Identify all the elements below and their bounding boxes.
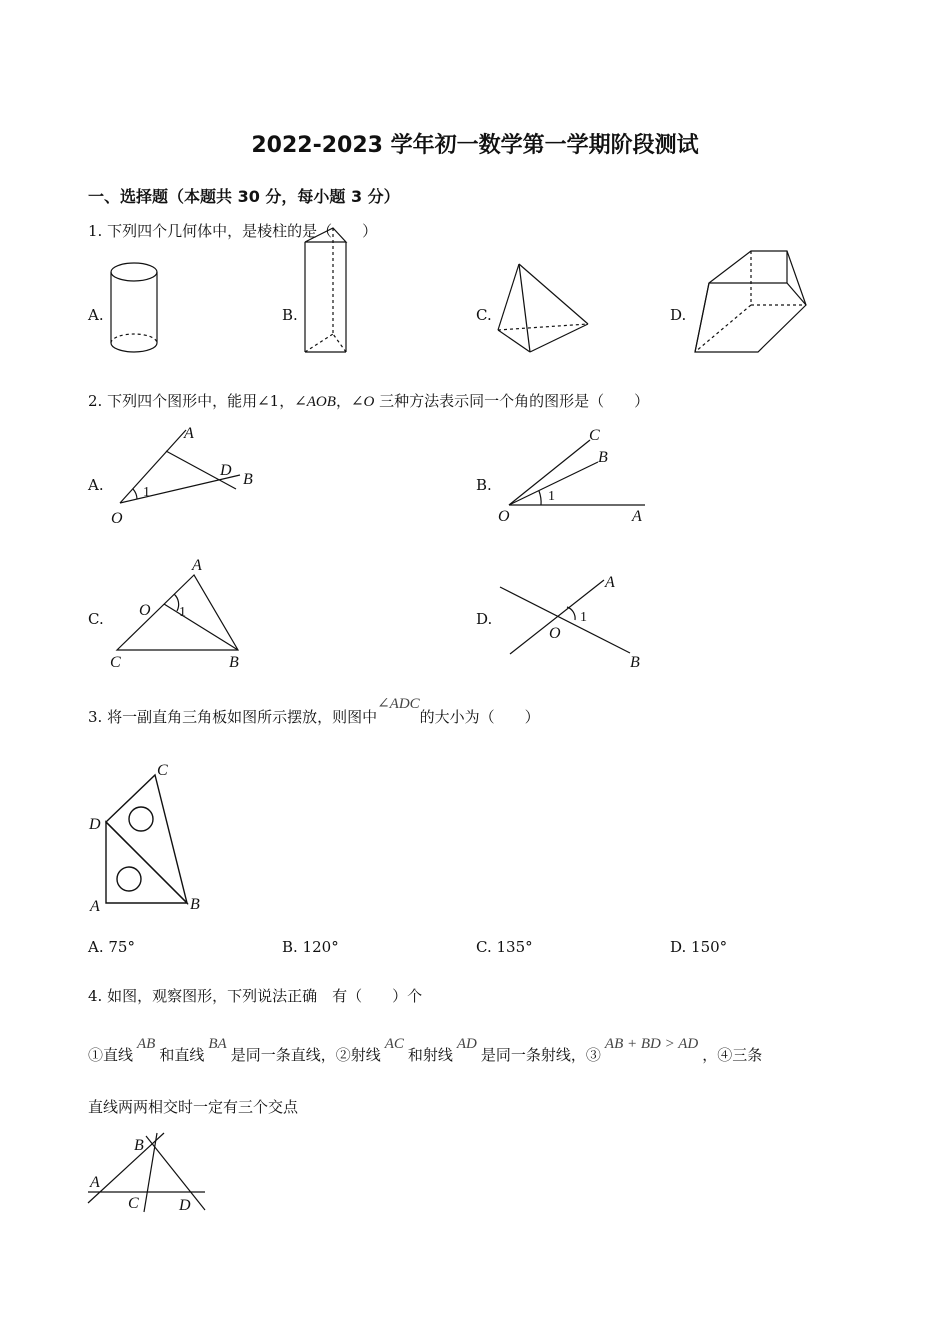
q2c-label-o: O (139, 602, 151, 619)
q4-text-6: ，④三条 (702, 1046, 763, 1064)
question-4-text: 4. 如图，观察图形，下列说法正确 有（ ）个 (88, 987, 423, 1005)
q2-option-b-label: B. (476, 476, 492, 494)
q3-label-d: D (89, 816, 101, 833)
q3-option-a: A. 75° (88, 938, 135, 956)
q2c-label-a: A (192, 557, 202, 574)
q3-option-b: B. 120° (282, 938, 339, 956)
q4-label-d: D (179, 1197, 191, 1214)
q2b-label-1: 1 (548, 489, 555, 504)
question-4-line3: 直线两两相交时一定有三个交点 (88, 1098, 299, 1116)
q2-option-a-label: A. (88, 476, 104, 494)
q4-text-4: 和射线 (407, 1046, 453, 1064)
q2d-label-b: B (630, 654, 640, 671)
q2-math-aob: AOB (306, 394, 336, 410)
q4-math-ba: BA (208, 1036, 227, 1052)
q2-text-pre: 2. 下列四个图形中，能用∠1，∠ (88, 392, 307, 410)
q4-math-inequality: AB + BD > AD (604, 1036, 699, 1052)
q2b-label-c: C (589, 427, 600, 444)
q4-math-ac: AC (384, 1036, 404, 1052)
q3-label-b: B (190, 896, 200, 913)
q4-label-c: C (128, 1195, 139, 1212)
q3-math-adc: ∠ADC (377, 696, 420, 712)
q2-option-c-label: C. (88, 610, 104, 628)
q2a-label-1: 1 (143, 485, 150, 500)
q3-option-d: D. 150° (670, 938, 728, 956)
q4-math-ab: AB (137, 1036, 156, 1052)
q2d-label-o: O (549, 625, 561, 642)
q4-text-3: 是同一条直线，②射线 (230, 1046, 381, 1064)
q2d-label-1: 1 (580, 610, 587, 625)
q2a-label-b: B (243, 471, 253, 488)
q4-label-b: B (134, 1137, 144, 1154)
q2-math-o: O (363, 394, 375, 410)
q4-text-5: 是同一条射线，③ (480, 1046, 601, 1064)
q1-option-b-label: B. (282, 306, 298, 324)
q4-math-ad: AD (456, 1036, 477, 1052)
q3-label-c: C (157, 762, 168, 779)
section-heading: 一、选择题（本题共 30 分，每小题 3 分） (88, 187, 400, 206)
q1-option-d-label: D. (670, 306, 687, 324)
q3-option-c: C. 135° (476, 938, 533, 956)
q3-label-a: A (90, 898, 100, 915)
q4-label-a: A (90, 1174, 100, 1191)
q4-text-1: ①直线 (88, 1046, 134, 1064)
q2b-label-o: O (498, 508, 510, 525)
q3-text-post: 的大小为（ ） (419, 708, 540, 726)
q2-text-mid: ，∠ (335, 392, 364, 410)
question-1-text: 1. 下列四个几何体中，是棱柱的是（ ） (88, 222, 378, 240)
q2d-label-a: A (605, 574, 615, 591)
q2c-label-c: C (110, 654, 121, 671)
q1-option-c-label: C. (476, 306, 492, 324)
q2a-label-o: O (111, 510, 123, 527)
q2b-label-a: A (632, 508, 642, 525)
q2a-label-a: A (184, 425, 194, 442)
page-title: 2022-2023 学年初一数学第一学期阶段测试 (251, 133, 699, 158)
q2-text-post: 三种方法表示同一个角的图形是（ ） (374, 392, 650, 410)
q2c-label-b: B (229, 654, 239, 671)
q2b-label-b: B (598, 449, 608, 466)
q1-option-a-label: A. (88, 306, 104, 324)
q2-option-d-label: D. (476, 610, 493, 628)
q2a-label-d: D (220, 462, 232, 479)
q4-text-2: 和直线 (159, 1046, 205, 1064)
q2c-label-1: 1 (179, 605, 186, 620)
q3-text-pre: 3. 将一副直角三角板如图所示摆放，则图中 (88, 708, 378, 726)
